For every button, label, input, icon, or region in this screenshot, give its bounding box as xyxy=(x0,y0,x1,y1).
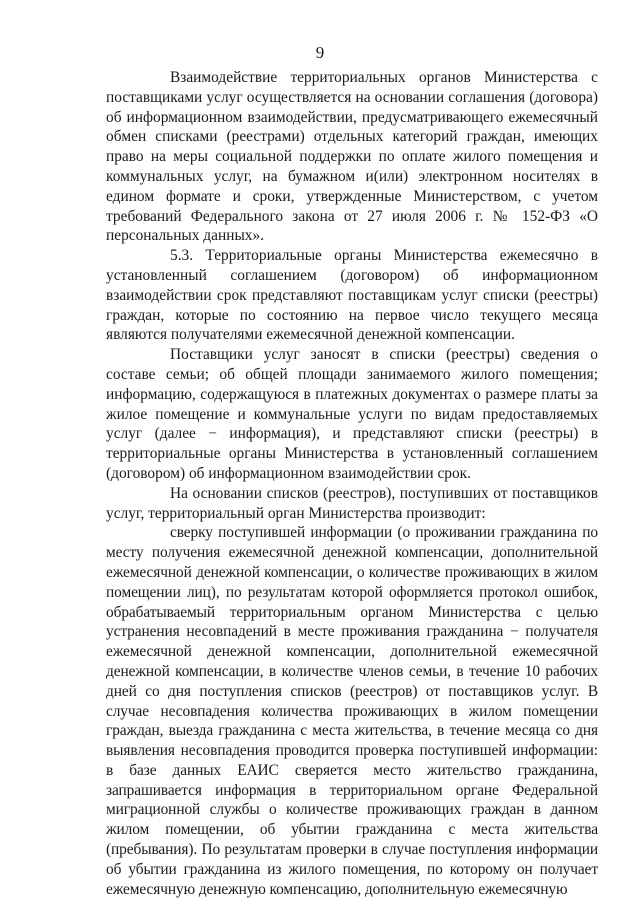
page-number: 9 xyxy=(315,43,325,62)
paragraph-interaction-agreement: Взаимодействие территориальных органов Министерства с поставщиками услуг осуществляется на основании соглашения (договора) об информационном взаимодействии, предусматривающего ежемесячный обмен списками (реестрами) отдельных категорий граждан, имеющих право на меры социальной поддержки по оплате жилого помещения и коммунальных услуг, на бумажном и(или) электронном носителях в едином формате и сроки, утвержденные Министерством, с учетом требований Федерального закона от 27 июля 2006 г. № 152-ФЗ «О персональных данных». xyxy=(106,69,598,245)
paragraph-reconciliation: сверку поступившей информации (о проживании гражданина по месту получения ежемесячной денежной компенсации, дополнительной ежемесячной денежной компенсации, о количестве проживающих в жилом помещении лиц), по результатам которой оформляется протокол ошибок, обрабатываемый территориальным органом Министерства с целью устранения несовпадений в месте проживания гражданина − получателя ежемесячной денежной компенсации, дополнительной ежемесячной денежной компенсации, в количестве членов семьи, в течение 10 рабочих дней со дня поступления списков (реестров) от поставщиков услуг. В случае несовпадения количества проживающих в жилом помещении граждан, выезда гражданина с места жительства, в течение месяца со дня выявления несовпадения проводится проверка поступившей информации: в базе данных ЕАИС сверяется место жительство гражданина, запрашивается информация в территориальном органе Федеральной миграционной службы о количестве проживающих граждан в данном жилом помещении, об убытии гражданина с места жительства (пребывания). По результатам проверки в случае поступления информации об убытии гражданина из жилого помещения, по которому он получает ежемесячную денежную компенсацию, дополнительную ежемесячную xyxy=(106,524,598,898)
paragraph-lists-basis: На основании списков (реестров), поступивших от поставщиков услуг, территориальный орган Министерства производит: xyxy=(106,484,598,522)
paragraph-service-providers: Поставщики услуг заносят в списки (реестры) сведения о составе семьи; об общей площади занимаемого жилого помещения; информацию, содержащуюся в платежных документах о размере платы за жилое помещение и коммунальные услуги по видам предоставляемых услуг (далее − информация), и представляют списки (реестры) в территориальные органы Министерства в установленный соглашением (договором) об информационном взаимодействии срок. xyxy=(106,346,598,482)
document-body xyxy=(106,68,598,899)
paragraph-5-3: 5.3. Территориальные органы Министерства ежемесячно в установленный соглашением (договором) об информационном взаимодействии срок представляют поставщикам услуг списки (реестры) граждан, которые по состоянию на первое число текущего месяца являются получателями ежемесячной денежной компенсации. xyxy=(106,247,598,344)
